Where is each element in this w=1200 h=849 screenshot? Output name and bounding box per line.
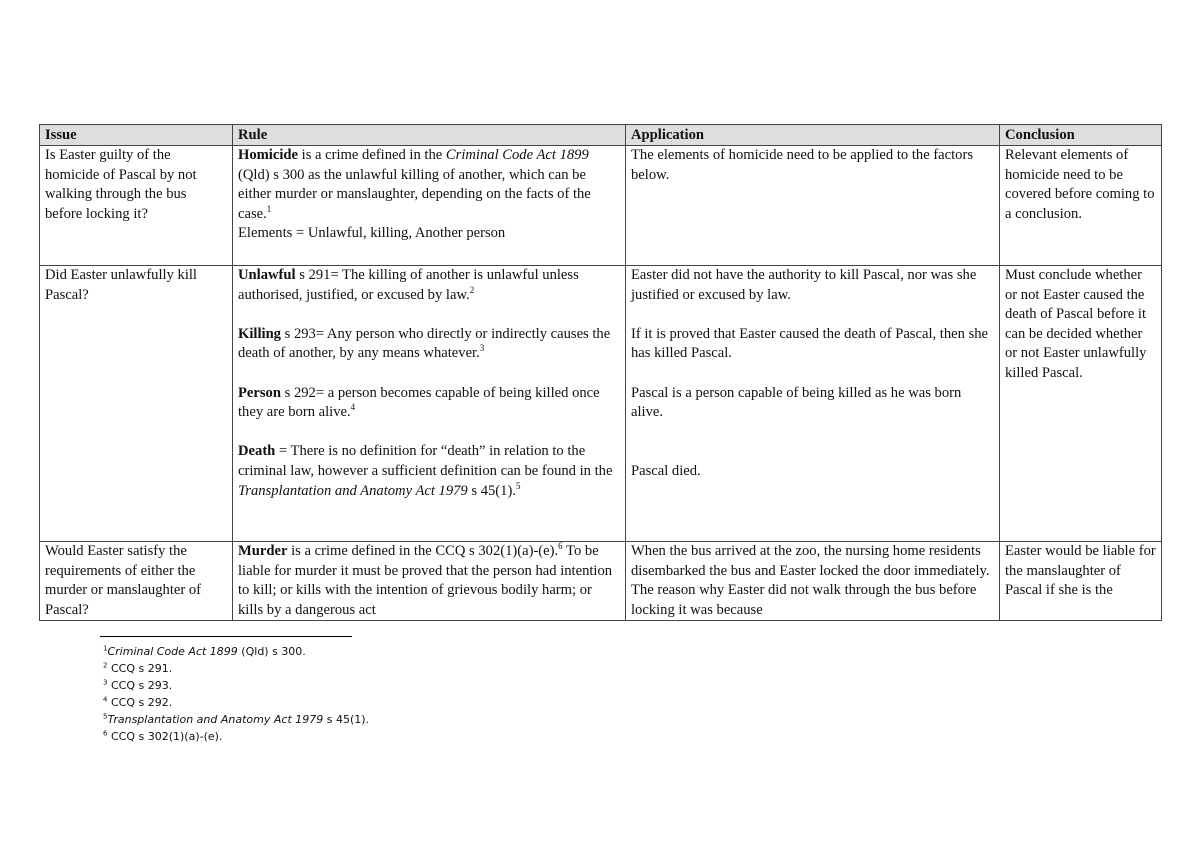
footnote-ref[interactable]: 2 bbox=[469, 284, 475, 295]
table-row bbox=[40, 266, 1162, 542]
footnote-ref[interactable]: 1 bbox=[266, 203, 272, 214]
issue-text: Would Easter satisfy the requirements of either the murder or manslaughter of Pascal? bbox=[45, 543, 202, 618]
rule-term: Homicide bbox=[238, 147, 298, 163]
footnote-text: CCQ s 291. bbox=[107, 662, 173, 675]
rule-homicide bbox=[238, 146, 620, 224]
header-row bbox=[40, 125, 1162, 146]
footnote-number: 3 bbox=[103, 678, 108, 687]
application-text: Easter did not have the authority to kill Pascal, nor was she justified or excused by law. bbox=[631, 267, 977, 303]
rule-term: Death bbox=[238, 443, 276, 460]
application-cell bbox=[626, 146, 1000, 266]
footnote-ref[interactable]: 3 bbox=[479, 343, 485, 354]
issue-cell bbox=[40, 542, 233, 621]
rule-text: (Qld) s 300 as the unlawful killing of another, which can be either murder or manslaughter, depending on the facts of the case. bbox=[238, 166, 591, 222]
rule-cell bbox=[233, 146, 626, 266]
rule-elements: Elements = Unlawful, killing, Another person bbox=[238, 225, 506, 242]
rule-text: s 45(1). bbox=[467, 482, 516, 499]
footnote-number: 4 bbox=[103, 695, 108, 704]
table-row bbox=[40, 146, 1162, 266]
rule-text: To be liable for murder it must be proved that the person had intention to kill; or kills with the intention of grievous bodily harm; or kills by a dangerous act bbox=[238, 543, 613, 618]
rule-text: s 293= Any person who directly or indirectly causes the death of another, by any means whatever. bbox=[238, 325, 611, 362]
conclusion-text: Easter would be liable for the manslaughter of Pascal if she is the bbox=[1005, 543, 1156, 599]
rule-cell bbox=[233, 266, 626, 542]
conclusion-cell bbox=[1000, 266, 1162, 542]
footnote-text: (Qld) s 300. bbox=[237, 645, 306, 658]
table-row bbox=[40, 542, 1162, 621]
rule-person bbox=[238, 384, 620, 423]
application-text: When the bus arrived at the zoo, the nursing home residents disembarked the bus and Easter locked the door immediately. The reason why Easter did not walk through the bus before locking it was because bbox=[631, 543, 990, 618]
application-text: The elements of homicide need to be applied to the factors below. bbox=[631, 147, 974, 183]
rule-text: s 292= a person becomes capable of being killed once they are born alive. bbox=[238, 384, 600, 421]
rule-unlawful bbox=[238, 266, 620, 305]
application-cell bbox=[626, 542, 1000, 621]
header-conclusion: Conclusion bbox=[1000, 125, 1162, 146]
header-application: Application bbox=[626, 125, 1000, 146]
rule-term: Person bbox=[238, 384, 281, 401]
irac-table bbox=[39, 124, 1162, 621]
header-issue: Issue bbox=[40, 125, 233, 146]
rule-text: is a crime defined in the CCQ s 302(1)(a)-(e). bbox=[287, 543, 559, 559]
act-title: Transplantation and Anatomy Act 1979 bbox=[238, 482, 468, 499]
footnote-text: CCQ s 292. bbox=[107, 696, 173, 709]
rule-killing bbox=[238, 325, 620, 364]
rule-cell bbox=[233, 542, 626, 621]
footnote-text: CCQ s 293. bbox=[107, 679, 173, 692]
conclusion-text: Must conclude whether or not Easter caused the death of Pascal before it can be decided whether or not Easter unlawfully killed Pascal. bbox=[1005, 267, 1147, 381]
footnote bbox=[103, 660, 369, 677]
footnote bbox=[103, 728, 369, 745]
issue-cell bbox=[40, 146, 233, 266]
application-text: If it is proved that Easter caused the death of Pascal, then she has killed Pascal. bbox=[631, 325, 989, 362]
footnote-ref[interactable]: 6 bbox=[558, 542, 563, 552]
act-title: Criminal Code Act 1899 bbox=[445, 147, 589, 163]
footnote-number: 5 bbox=[103, 712, 108, 721]
footnote-number: 1 bbox=[103, 644, 108, 653]
rule-text: is a crime defined in the bbox=[298, 147, 446, 163]
footnote-italic: Criminal Code Act 1899 bbox=[107, 645, 238, 658]
footnote-ref[interactable]: 5 bbox=[515, 480, 521, 491]
footnote-number: 2 bbox=[103, 661, 108, 670]
rule-text: s 291= The killing of another is unlawful unless authorised, justified, or excused by law. bbox=[238, 267, 579, 303]
footnote-number: 6 bbox=[103, 729, 108, 738]
conclusion-cell bbox=[1000, 146, 1162, 266]
issue-text: Did Easter unlawfully kill Pascal? bbox=[45, 267, 197, 303]
footnote bbox=[103, 677, 369, 694]
rule-term: Murder bbox=[238, 543, 288, 559]
footnotes bbox=[103, 643, 369, 745]
footnote-italic: Transplantation and Anatomy Act 1979 bbox=[107, 713, 324, 726]
application-text: Pascal died. bbox=[631, 462, 701, 479]
header-rule: Rule bbox=[233, 125, 626, 146]
conclusion-cell bbox=[1000, 542, 1162, 621]
issue-text: Is Easter guilty of the homicide of Pascal by not walking through the bus before locking it? bbox=[45, 147, 197, 222]
rule-text: = There is no definition for “death” in relation to the criminal law, however a sufficient definition can be found in the bbox=[238, 443, 613, 479]
application-cell bbox=[626, 266, 1000, 542]
rule-term: Killing bbox=[238, 325, 281, 342]
footnote-text: CCQ s 302(1)(a)-(e). bbox=[107, 730, 223, 743]
issue-cell bbox=[40, 266, 233, 542]
footnote bbox=[103, 643, 369, 660]
footnote-separator bbox=[100, 636, 352, 637]
conclusion-text: Relevant elements of homicide need to be covered before coming to a conclusion. bbox=[1005, 147, 1155, 222]
footnote bbox=[103, 711, 369, 728]
footnote-text: s 45(1). bbox=[323, 713, 370, 726]
footnote-ref[interactable]: 4 bbox=[350, 402, 356, 413]
footnote bbox=[103, 694, 369, 711]
rule-death bbox=[238, 442, 620, 501]
rule-term: Unlawful bbox=[238, 267, 296, 283]
application-text: Pascal is a person capable of being killed as he was born alive. bbox=[631, 384, 962, 421]
